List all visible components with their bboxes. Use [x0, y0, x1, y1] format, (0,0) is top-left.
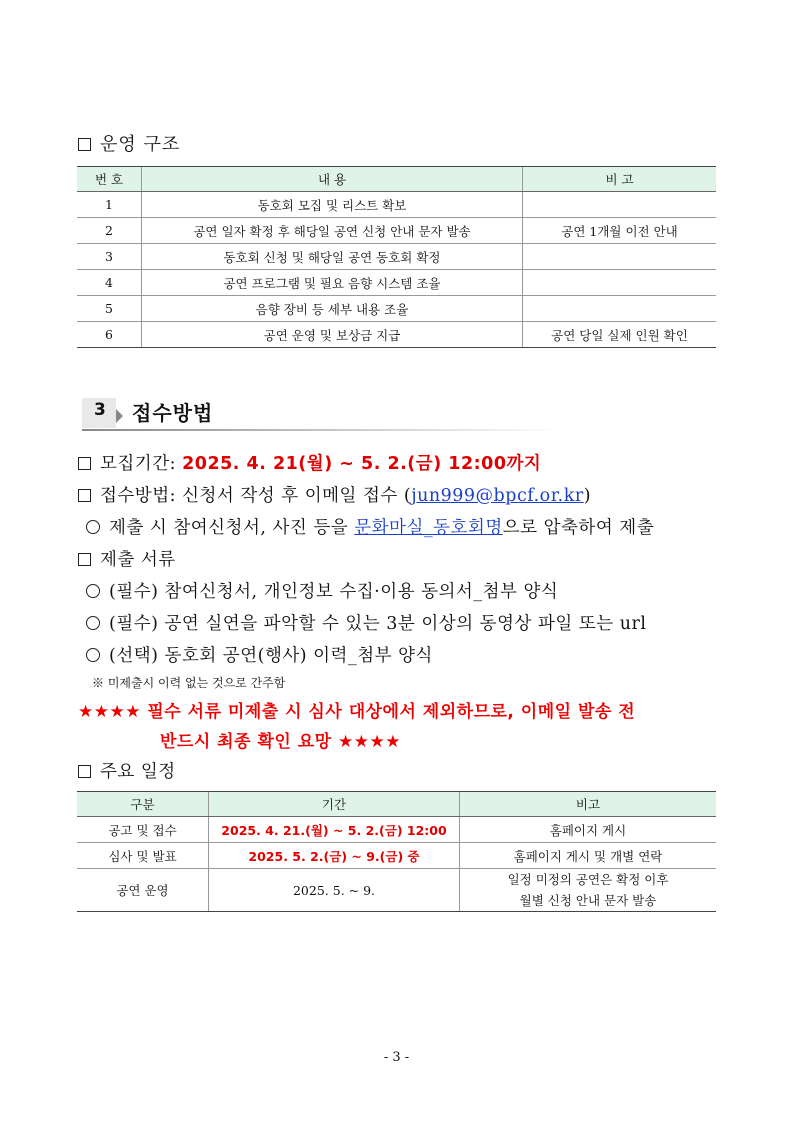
documents-heading: 제출 서류	[78, 546, 176, 571]
document-item: (필수) 참여신청서, 개인정보 수집·이용 동의서_첨부 양식	[86, 578, 558, 603]
circle-bullet-icon	[86, 616, 100, 630]
document-item: (선택) 동호회 공연(행사) 이력_첨부 양식	[86, 642, 433, 667]
col-header-no: 번 호	[77, 167, 142, 192]
table-row: 4 공연 프로그램 및 필요 음향 시스템 조율	[77, 270, 716, 296]
warning-line-2: 반드시 최종 확인 요망 ★★★★	[160, 732, 401, 752]
triangle-marker-icon	[116, 409, 123, 423]
filename-link[interactable]: 문화마실_동호회명	[354, 518, 503, 538]
document-item: (필수) 공연 실연을 파악할 수 있는 3분 이상의 동영상 파일 또는 url	[86, 610, 646, 635]
section-underline	[82, 429, 562, 431]
submission-method: 접수방법: 신청서 작성 후 이메일 접수 (jun999@bpcf.or.kr)	[78, 482, 591, 507]
operation-table	[77, 166, 716, 348]
checkbox-square-icon	[78, 457, 91, 470]
circle-bullet-icon	[86, 584, 100, 598]
checkbox-square-icon	[78, 489, 91, 502]
docs-footnote: ※ 미제출시 이력 없는 것으로 간주함	[92, 676, 286, 690]
email-link[interactable]: jun999@bpcf.or.kr	[411, 486, 584, 506]
schedule-heading: 주요 일정	[78, 758, 176, 783]
table-header-row: 구분 기간 비고	[77, 792, 716, 817]
section-heading-operation: 운영 구조	[78, 130, 180, 156]
table-row: 공연 운영 2025. 5. ~ 9. 일정 미정의 공연은 확정 이후 월별 신청 안내 문자 발송	[77, 869, 716, 912]
checkbox-square-icon	[78, 553, 91, 566]
table-row: 6 공연 운영 및 보상금 지급 공연 당일 실제 인원 확인	[77, 322, 716, 348]
table-row: 1 동호회 모집 및 리스트 확보	[77, 192, 716, 218]
page-number: - 3 -	[383, 1050, 410, 1065]
table-row: 심사 및 발표 2025. 5. 2.(금) ~ 9.(금) 중 홈페이지 게시 및 개별 연락	[77, 843, 716, 869]
table-row: 5 음향 장비 등 세부 내용 조율	[77, 296, 716, 322]
submission-note: 제출 시 참여신청서, 사진 등을 문화마실_동호회명으로 압축하여 제출	[86, 514, 654, 539]
checkbox-square-icon	[78, 138, 91, 151]
checkbox-square-icon	[78, 765, 91, 778]
circle-bullet-icon	[86, 648, 100, 662]
section-number: 3	[94, 400, 106, 420]
circle-bullet-icon	[86, 520, 100, 534]
table-row: 공고 및 접수 2025. 4. 21.(월) ~ 5. 2.(금) 12:00 홈페이지 게시	[77, 817, 716, 843]
col-header-content: 내 용	[142, 167, 523, 192]
section-title: 접수방법	[132, 401, 214, 425]
col-header-note: 비 고	[523, 167, 717, 192]
recruitment-period: 모집기간: 2025. 4. 21(월) ~ 5. 2.(금) 12:00까지	[78, 450, 541, 475]
table-row: 3 동호회 신청 및 해당일 공연 동호회 확정	[77, 244, 716, 270]
schedule-table	[77, 791, 716, 912]
warning-line-1: ★★★★ 필수 서류 미제출 시 심사 대상에서 제외하므로, 이메일 발송 전	[78, 702, 636, 722]
table-row: 2 공연 일자 확정 후 해당일 공연 신청 안내 문자 발송 공연 1개월 이전 안내	[77, 218, 716, 244]
table-header-row	[77, 167, 716, 192]
